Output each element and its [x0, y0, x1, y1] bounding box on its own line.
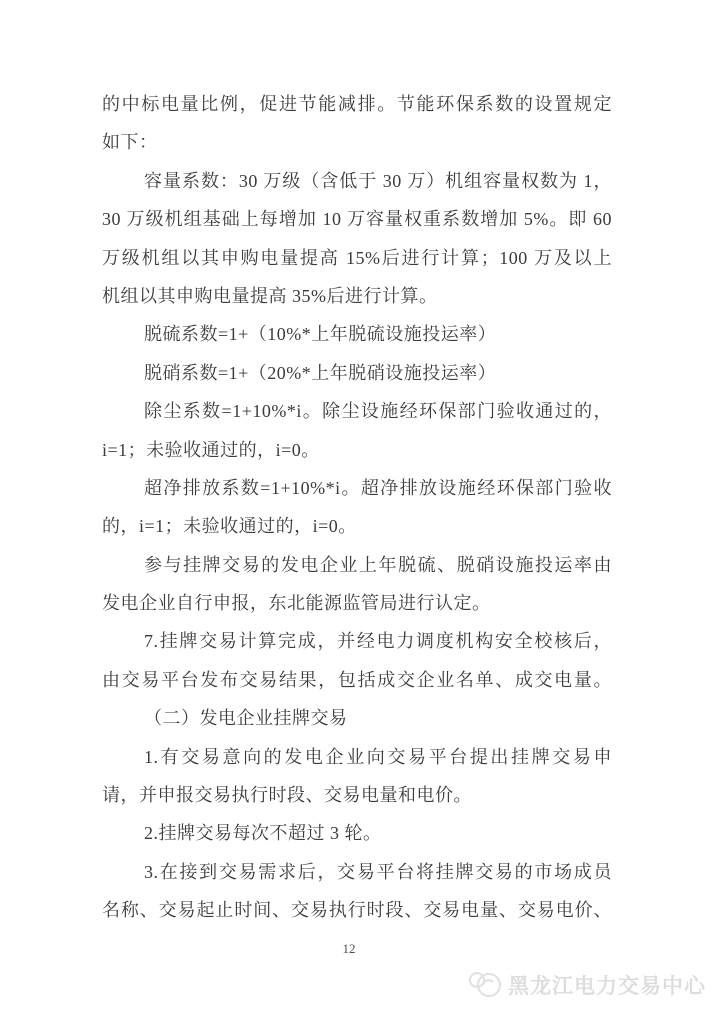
text-line: 的，i=1；未验收通过的，i=0。: [102, 516, 357, 537]
text-line: 除尘系数=1+10%*i。除尘设施经环保部门验收通过的，: [144, 401, 612, 422]
text-line: 超净排放系数=1+10%*i。超净排放设施经环保部门验收: [144, 477, 612, 498]
text-line: 2.挂牌交易每次不超过 3 轮。: [144, 823, 382, 844]
text-line: 请，并申报交易执行时段、交易电量和电价。: [102, 785, 472, 806]
text-line: 的中标电量比例，促进节能减排。节能环保系数的设置规定: [102, 94, 612, 114]
text-line: （二）发电企业挂牌交易: [144, 708, 348, 729]
footer-brand: [467, 969, 706, 1001]
document-body: [102, 85, 612, 930]
page-number: 12: [342, 941, 356, 956]
text-line: 机组以其申购电量提高 35%后进行计算。: [102, 285, 438, 306]
text-line: 由交易平台发布交易结果，包括成交企业名单、成交电量。: [102, 669, 612, 690]
text-line: 容量系数：30 万级（含低于 30 万）机组容量权数为 1，: [144, 170, 612, 191]
text-line: 3.在接到交易需求后，交易平台将挂牌交易的市场成员: [144, 861, 612, 882]
text-line: 名称、交易起止时间、交易执行时段、交易电量、交易电价、: [102, 900, 612, 921]
text-line: 30 万级机组基础上每增加 10 万容量权重系数增加 5%。即 60: [102, 209, 612, 230]
text-line: 1.有交易意向的发电企业向交易平台提出挂牌交易申: [144, 746, 612, 767]
text-line: i=1；未验收通过的，i=0。: [102, 439, 320, 460]
text-line: 发电企业自行申报，东北能源监管局进行认定。: [102, 593, 491, 614]
text-line: 如下：: [102, 132, 158, 153]
trading-center-logo-icon: [467, 969, 503, 1001]
text-line: 7.挂牌交易计算完成，并经电力调度机构安全校核后，: [144, 631, 612, 652]
text-line: 脱硫系数=1+（10%*上年脱硫设施投运率）: [144, 324, 497, 345]
text-line: 万级机组以其申购电量提高 15%后进行计算；100 万及以上: [102, 247, 612, 268]
text-line: 脱硝系数=1+（20%*上年脱硝设施投运率）: [144, 362, 497, 383]
brand-name: 黑龙江电力交易中心: [508, 975, 706, 998]
text-line: 参与挂牌交易的发电企业上年脱硫、脱硝设施投运率由: [144, 554, 612, 575]
